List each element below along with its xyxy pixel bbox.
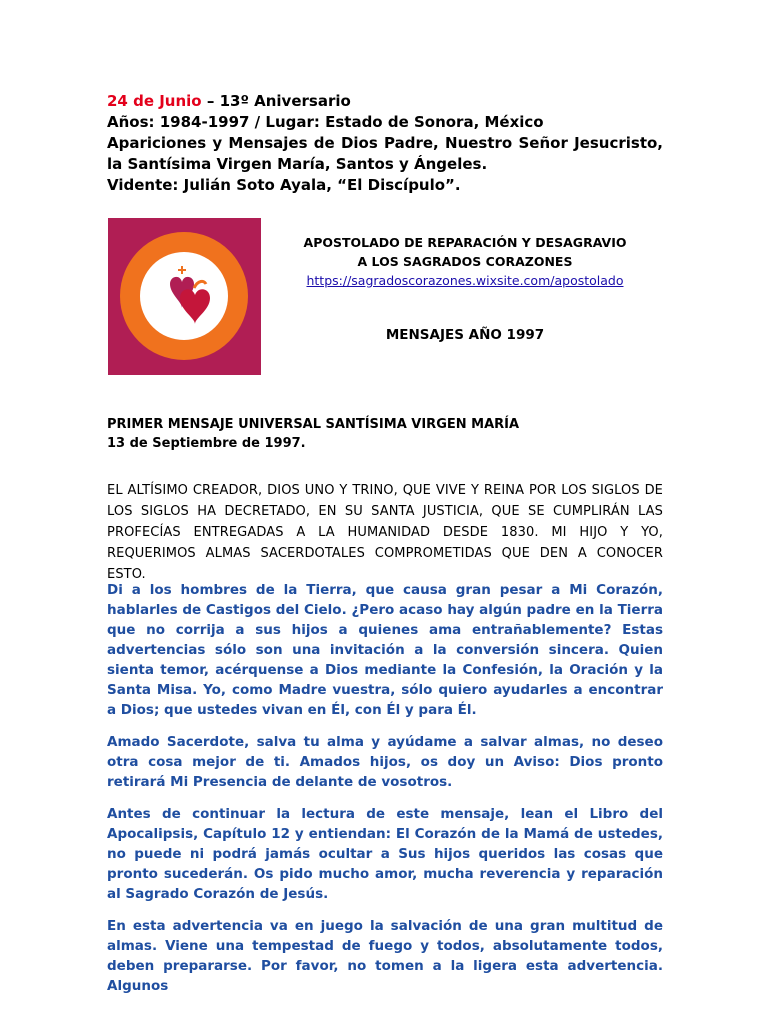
date: 24 de Junio [107, 92, 202, 110]
apostolado-link[interactable]: https://sagradoscorazones.wixsite.com/apostolado [306, 273, 624, 288]
apparitions-line: Apariciones y Mensajes de Dios Padre, Nuestro Señor Jesucristo, la Santísima Virgen María, Santos y Ángeles. [107, 134, 663, 173]
message-body [107, 580, 663, 1008]
paragraph: En esta advertencia va en juego la salvación de una gran multitud de almas. Viene una tempestad de fuego y todos, absolutamente todos, deben prepararse. Por favor, no tomen a la ligera esta advertencia. Algunos [107, 918, 663, 994]
anniversary: – 13º Aniversario [201, 92, 351, 110]
paragraph: Antes de continuar la lectura de este mensaje, lean el Libro del Apocalipsis, Capítulo 12 y entiendan: El Corazón de la Mamá de ustedes, no puede ni podrá jamás ocultar a Sus hijos queridos las cosas que pronto sucederán. Os pido mucho amor, mucha reverencia y reparación al Sagrado Corazón de Jesús. [107, 806, 663, 902]
logo-emblem [108, 218, 261, 375]
message-heading [107, 415, 663, 453]
message-date: 13 de Septiembre de 1997. [107, 436, 306, 451]
message-title: PRIMER MENSAJE UNIVERSAL SANTÍSIMA VIRGEN MARÍA [107, 417, 520, 432]
banner-line-1: APOSTOLADO DE REPARACIÓN Y DESAGRAVIO [303, 235, 627, 250]
years-line: Años: 1984-1997 / Lugar: Estado de Sonora, México [107, 113, 544, 131]
message-intro: EL ALTÍSIMO CREADOR, DIOS UNO Y TRINO, QUE VIVE Y REINA POR LOS SIGLOS DE LOS SIGLOS HA DECRETADO, EN SU SANTA JUSTICIA, QUE SE CUMPLIRÁN LAS PROFECÍAS ENTREGADAS A LA HUMANIDAD DESDE 1830. MI HIJO Y YO, REQUERIMOS ALMAS SACERDOTALES COMPROMETIDAS QUE DEN A CONOCER ESTO. [107, 483, 663, 582]
paragraph: Amado Sacerdote, salva tu alma y ayúdame a salvar almas, no deseo otra cosa mejor de ti. Amados hijos, os doy un Aviso: Dios pronto retirará Mi Presencia de delante de vosotros. [107, 734, 663, 790]
year-heading: MENSAJES AÑO 1997 [385, 327, 545, 343]
document-header [107, 91, 663, 196]
banner-line-2: A LOS SAGRADOS CORAZONES [357, 254, 573, 269]
apostolado-logo [108, 218, 261, 375]
paragraph: Di a los hombres de la Tierra, que causa gran pesar a Mi Corazón, hablarles de Castigos del Cielo. ¿Pero acaso hay algún padre en la Tierra que no corrija a sus hijos a quienes ama entrañablemente? Estas advertencias sólo son una invitación a la conversión sincera. Quien sienta temor, acérquense a Dios mediante la Confesión, la Oración y la Santa Misa. Yo, como Madre vuestra, sólo quiero ayudarles a encontrar a Dios; que ustedes vivan en Él, con Él y para Él. [107, 582, 663, 718]
date-line [107, 91, 663, 112]
apostolado-banner [275, 233, 655, 290]
seer-line: Vidente: Julián Soto Ayala, “El Discípulo”. [107, 176, 461, 194]
